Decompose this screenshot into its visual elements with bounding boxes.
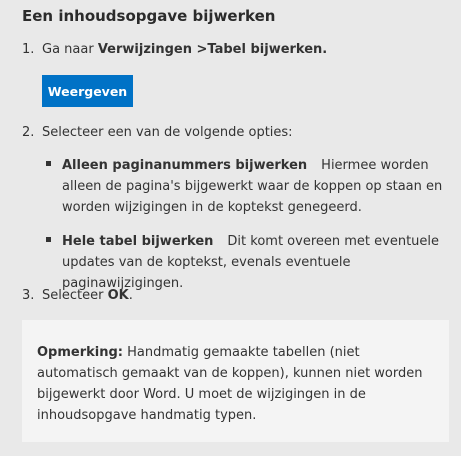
step-number: 2. xyxy=(22,125,35,140)
note-body: Handmatig gemaakte tabellen (niet automatisch gemaakt van de koppen), kunnen niet worden bijgewerkt door Word. U moet de wijzigingen in de inhoudsopgave handmatig typen. xyxy=(37,345,423,423)
note-text xyxy=(37,342,432,426)
step-3 xyxy=(22,288,133,303)
step-path: Verwijzingen >Tabel bijwerken. xyxy=(97,42,328,57)
show-button[interactable]: Weergeven xyxy=(42,75,133,107)
option-title: Alleen paginanummers bijwerken xyxy=(62,158,308,173)
step-1 xyxy=(22,42,327,57)
option-text xyxy=(62,231,457,294)
step-2 xyxy=(22,125,293,140)
bullet-icon xyxy=(46,237,51,242)
step-text: Selecteer xyxy=(42,288,108,303)
option-description: Hiermee worden alleen de pagina's bijgewerkt waar de koppen op staan en worden wijzigingen in de koptekst genegeerd. xyxy=(62,158,443,215)
option-description: Dit komt overeen met eventuele updates van de koptekst, evenals eventuele paginawijzigingen. xyxy=(62,234,440,291)
step-text: Selecteer een van de volgende opties: xyxy=(42,125,293,140)
step-ok-label: OK xyxy=(107,288,129,303)
step-suffix: . xyxy=(128,288,133,303)
option-text xyxy=(62,155,457,218)
note-label: Opmerking: xyxy=(37,345,123,360)
option-title: Hele tabel bijwerken xyxy=(62,234,214,249)
step-number: 1. xyxy=(22,42,35,57)
note-box xyxy=(22,320,449,442)
step-number: 3. xyxy=(22,288,35,303)
bullet-icon xyxy=(46,161,51,166)
page-title: Een inhoudsopgave bijwerken xyxy=(22,7,276,25)
step-text: Ga naar xyxy=(42,42,98,57)
